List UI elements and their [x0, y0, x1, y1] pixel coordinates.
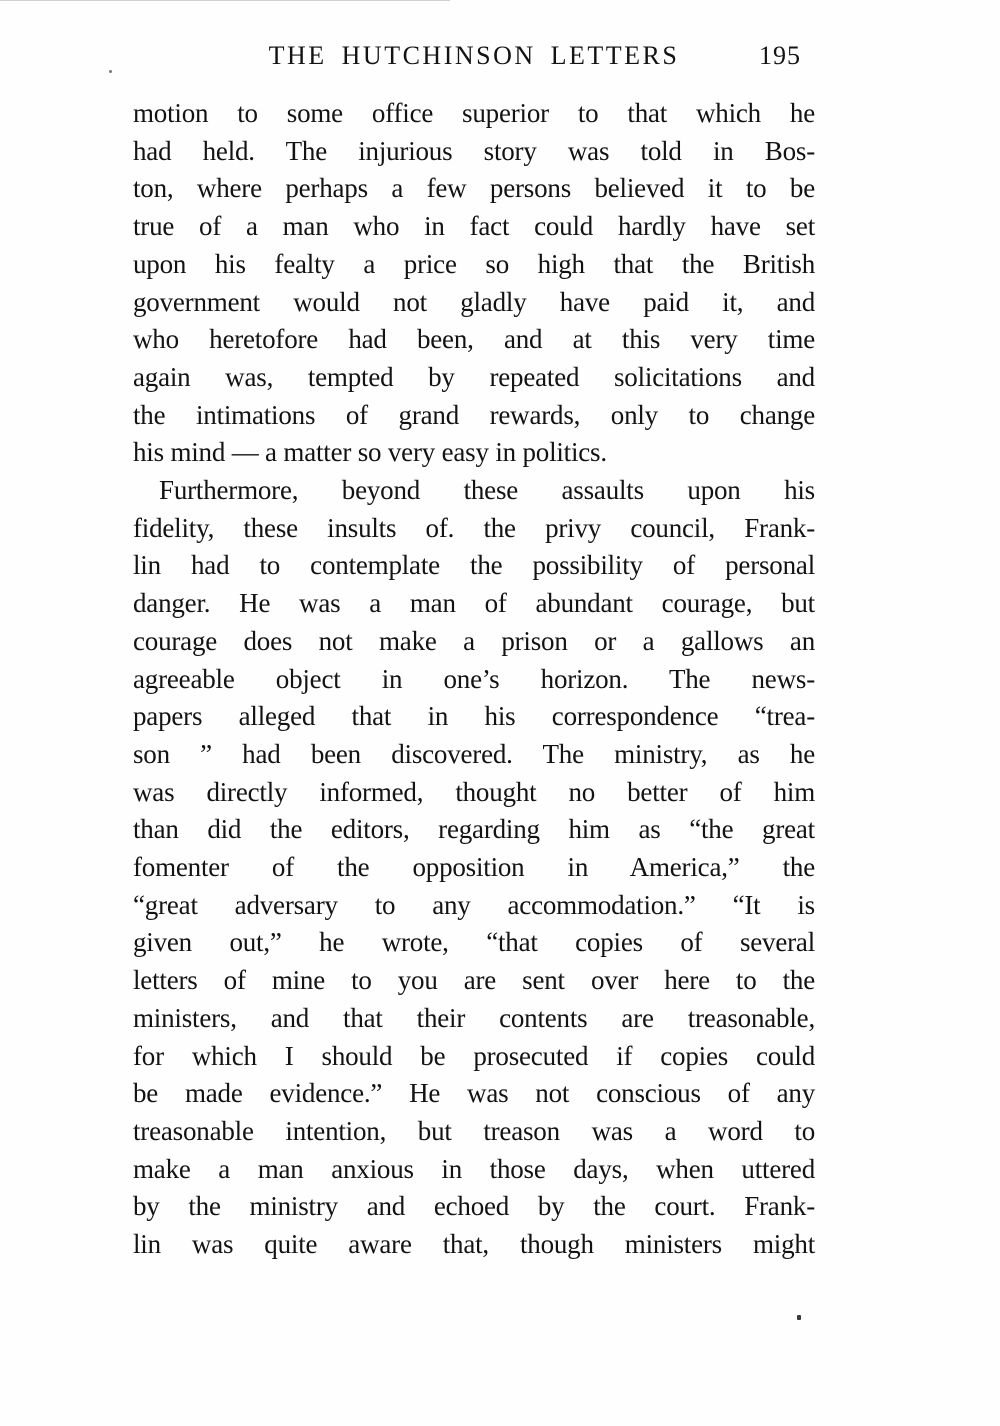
page-header-title: THE HUTCHINSON LETTERS [268, 41, 680, 70]
text-line: treasonable intention, but treason was a word to [133, 1115, 815, 1146]
text-line: for which I should be prosecuted if copies could [133, 1040, 815, 1071]
text-line: son ” had been discovered. The ministry, as he [133, 738, 815, 769]
text-line: Furthermore, beyond these assaults upon his [159, 475, 815, 506]
scan-speck [797, 1315, 801, 1320]
scan-speck [109, 70, 112, 73]
text-line: agreeable object in one’s horizon. The news- [133, 663, 815, 694]
text-line: ministers, and that their contents are treasonable, [133, 1002, 815, 1033]
text-line: fomenter of the opposition in America,” the [133, 852, 815, 883]
text-line: true of a man who in fact could hardly have set [133, 211, 815, 242]
text-line: courage does not make a prison or a gallows an [133, 625, 815, 656]
text-line: who heretofore had been, and at this very time [133, 324, 815, 355]
scan-edge-artifact [0, 0, 450, 1]
text-line: by the ministry and echoed by the court. Frank- [133, 1191, 815, 1222]
text-line: fidelity, these insults of. the privy council, Frank- [133, 512, 815, 543]
page-number: 195 [759, 41, 801, 70]
text-line: the intimations of grand rewards, only to change [133, 399, 815, 430]
text-line: lin was quite aware that, though ministers might [133, 1229, 815, 1260]
text-line: lin had to contemplate the possibility of personal [133, 550, 815, 581]
text-line: letters of mine to you are sent over here to the [133, 965, 815, 996]
text-line: was directly informed, thought no better of him [133, 776, 815, 807]
text-line: ton, where perhaps a few persons believed it to be [133, 173, 815, 204]
text-line: his mind — a matter so very easy in politics. [133, 437, 607, 468]
text-line: be made evidence.” He was not conscious of any [133, 1078, 815, 1109]
text-line: than did the editors, regarding him as “the great [133, 814, 815, 845]
text-line: “great adversary to any accommodation.” “It is [133, 889, 815, 920]
text-line: again was, tempted by repeated solicitations and [133, 361, 815, 392]
text-line: given out,” he wrote, “that copies of several [133, 927, 815, 958]
text-line: danger. He was a man of abundant courage, but [133, 588, 815, 619]
text-line: make a man anxious in those days, when uttered [133, 1153, 815, 1184]
text-line: government would not gladly have paid it, and [133, 286, 815, 317]
text-line: upon his fealty a price so high that the British [133, 248, 815, 279]
text-line: motion to some office superior to that which he [133, 98, 815, 128]
running-header [133, 41, 815, 77]
text-line: had held. The injurious story was told in Bos- [133, 135, 815, 166]
text-line: papers alleged that in his correspondence “trea- [133, 701, 815, 732]
page-text [133, 95, 815, 1264]
